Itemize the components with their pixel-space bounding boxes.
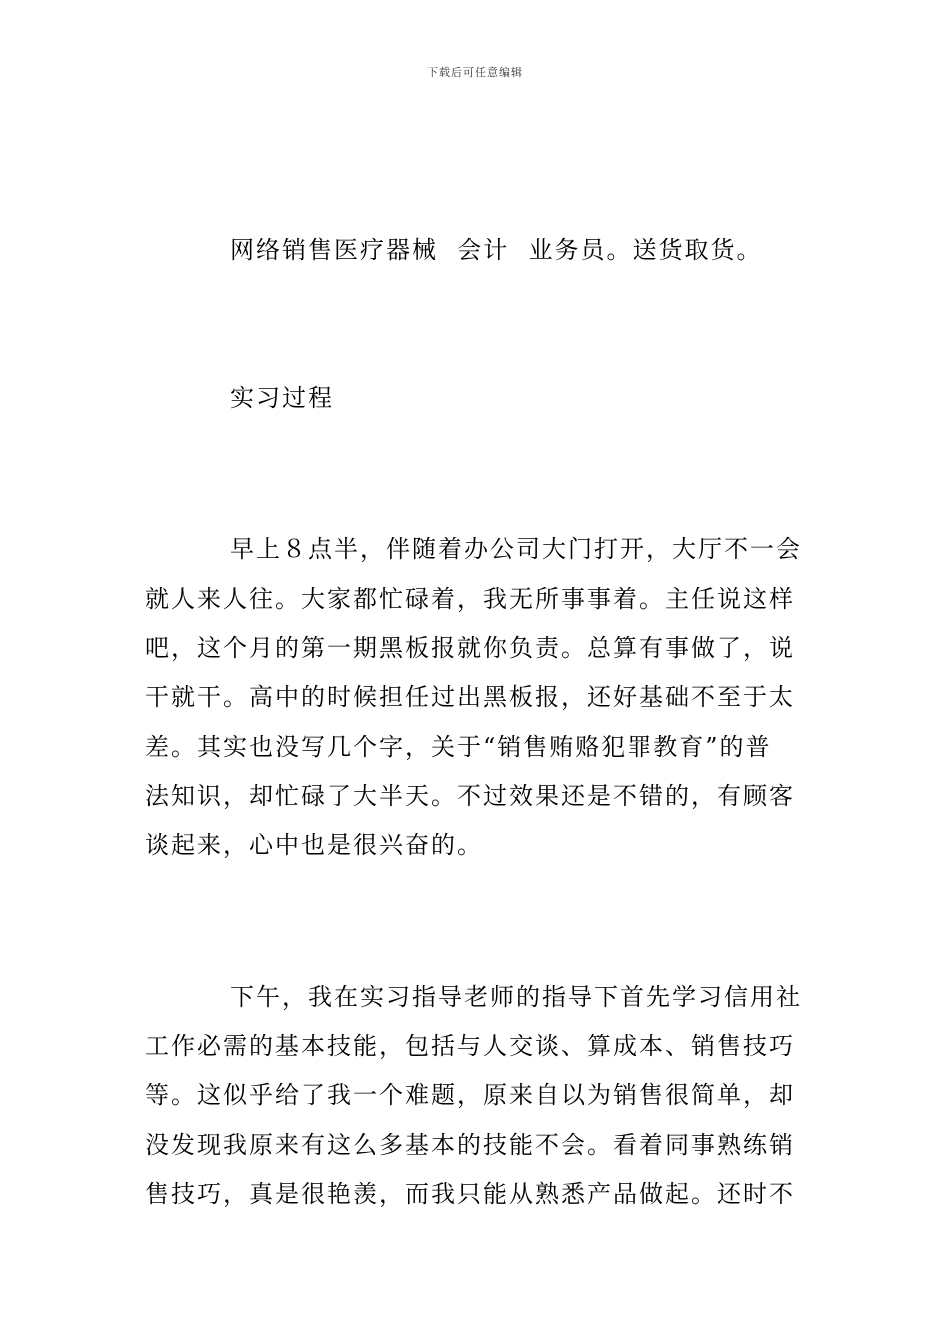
paragraph-line: 等。这似乎给了我一个难题，原来自以为销售很简单，却: [145, 1081, 795, 1109]
paragraph-line: 下午，我在实习指导老师的指导下首先学习信用社: [230, 983, 802, 1011]
header-note: 下载后可任意编辑: [427, 66, 523, 79]
paragraph-line: 法知识，却忙碌了大半天。不过效果还是不错的，有顾客: [145, 782, 795, 810]
paragraph-line: 干就干。高中的时候担任过出黑板报，还好基础不至于太: [145, 683, 795, 711]
paragraph-line: 谈起来，心中也是很兴奋的。: [145, 831, 483, 859]
paragraph-line: 没发现我原来有这么多基本的技能不会。看着同事熟练销: [145, 1131, 795, 1159]
paragraph-line: 差。其实也没写几个字，关于“销售贿赂犯罪教育”的普: [145, 733, 772, 761]
job-list-line: 网络销售医疗器械 会计 业务员。送货取货。: [230, 236, 763, 264]
paragraph-line: 吧，这个月的第一期黑板报就你负责。总算有事做了，说: [145, 634, 795, 662]
paragraph-line: 售技巧，真是很艳羡，而我只能从熟悉产品做起。还时不: [145, 1180, 795, 1208]
paragraph-line: 工作必需的基本技能，包括与人交谈、算成本、销售技巧: [145, 1032, 795, 1060]
section-title: 实习过程: [230, 384, 334, 412]
paragraph-line: 就人来人往。大家都忙碌着，我无所事事着。主任说这样: [145, 585, 795, 613]
paragraph-line: 早上８点半，伴随着办公司大门打开，大厅不一会: [230, 535, 802, 563]
